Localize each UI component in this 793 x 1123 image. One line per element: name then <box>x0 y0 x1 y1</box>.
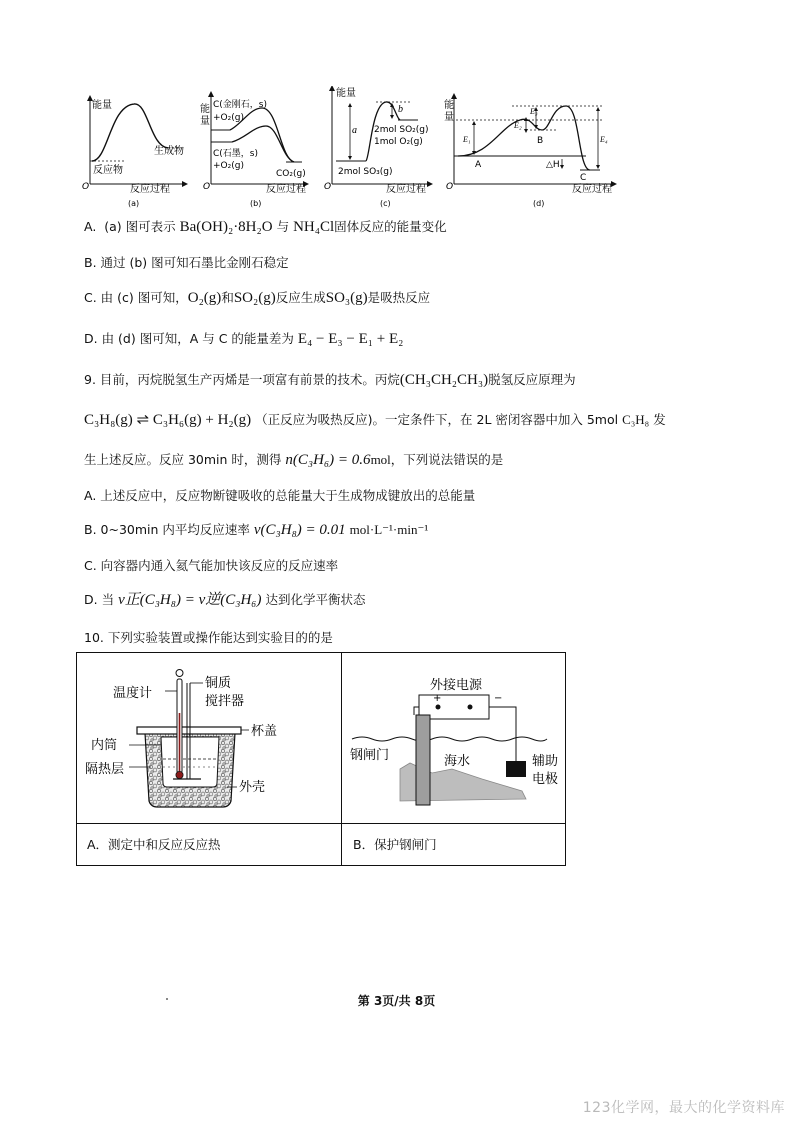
page-number: 第 3页/共 8页 <box>357 994 436 1008</box>
copper-stirrer-label-2: 搅拌器 <box>205 694 245 709</box>
diagram-b-product-label: CO₂(g) <box>276 169 306 179</box>
q10-stem <box>84 628 333 648</box>
diagram-c-origin: O <box>324 182 332 192</box>
q9-formula-propane: (CH₃CH₂CH₃) <box>399 372 489 388</box>
q9-option-d <box>84 590 366 610</box>
cup-lid <box>137 727 241 734</box>
q8-option-c <box>84 288 430 308</box>
shell-label: 外壳 <box>239 780 266 795</box>
diagram-b-caption: (b) <box>250 199 262 208</box>
diagram-c-b-label: b <box>398 104 403 115</box>
q10-apparatus-table <box>76 652 566 866</box>
diagram-d-b-label: B <box>537 136 544 146</box>
q9-stem-line-1 <box>84 370 576 390</box>
q8-a-text-1: (a) 图可表示 <box>104 219 176 234</box>
option-a-caption: A．测定中和反应反应热 <box>87 837 221 852</box>
q8-a-text-3: 固体反应的能量变化 <box>334 219 447 234</box>
thermometer-label: 温度计 <box>113 686 153 701</box>
diagram-d-c-label: C <box>580 173 587 183</box>
q8-a-formula-1: Ba(OH)₂·8H₂O <box>179 219 273 235</box>
q9-text-3: （正反应为吸热反应)。一定条件下，在 2L 密闭容器中加入 5mol <box>255 412 619 427</box>
q9-formula-n: n(C₃H₆) = 0.6 <box>285 452 371 468</box>
q8-a-text-2: 与 <box>276 219 290 234</box>
aux-electrode-label-2: 电极 <box>532 772 559 787</box>
watermark: 123化学网，最大的化学资料库 <box>582 1100 785 1116</box>
diagram-d-a-label: A <box>475 160 482 170</box>
diagram-c-caption: (c) <box>380 199 391 208</box>
diagram-b <box>200 94 306 208</box>
diagram-c-lower-label: 2mol SO₃(g) <box>338 167 393 177</box>
diagram-d-e2-label: E₂ <box>514 121 522 130</box>
diagram-d-e1-label: E₁ <box>463 135 471 144</box>
gate-label: 钢闸门 <box>350 748 390 763</box>
q9-b-formula: v(C₃H₈) = 0.01 <box>253 522 346 538</box>
q9-option-c <box>84 556 338 576</box>
inner-cup-label: 内筒 <box>91 738 118 753</box>
diagram-c-upper-label-2: 1mol O₂(g) <box>374 137 423 147</box>
diagram-b-y-label-1: 能 <box>200 104 210 115</box>
diagram-b-diamond-label-1: C(金刚石，s) <box>213 100 267 110</box>
aux-electrode-label-1: 辅助 <box>532 754 559 769</box>
q8-d-formula-1: E₄ − E₃ − E₁ + E₂ <box>297 331 404 347</box>
insulation-label: 隔热层 <box>85 762 125 777</box>
q8-c-text-2: 和 <box>221 290 234 305</box>
q9-d-text-1: D. 当 <box>84 592 115 607</box>
q9-text-6: ，下列说法错误的是 <box>390 452 504 467</box>
diagram-c-a-label: a <box>352 125 357 136</box>
diagram-a-caption: (a) <box>128 199 140 208</box>
q8-c-formula-3: SO₃(g) <box>325 290 368 306</box>
diagram-c-upper-label-1: 2mol SO₂(g) <box>374 125 429 135</box>
calorimeter-figure <box>77 653 341 823</box>
q8-option-a <box>84 217 447 237</box>
table-divider-horizontal <box>77 823 565 824</box>
negative-terminal-label: − <box>494 693 503 704</box>
diagram-d-origin: O <box>446 182 454 192</box>
diagram-d <box>444 96 614 208</box>
option-b-caption: B．保护钢闸门 <box>353 837 437 852</box>
q9-option-b <box>84 520 428 540</box>
diagram-a-reactant-label: 反应物 <box>93 165 123 176</box>
q8-a-prefix: A. <box>84 219 97 234</box>
diagram-a-origin: O <box>82 182 90 192</box>
diagram-a-y-label: 能量 <box>92 100 112 111</box>
diagram-a-x-label: 反应过程 <box>130 184 170 195</box>
energy-diagrams <box>80 86 640 210</box>
diagram-d-e4-label: E₄ <box>600 135 608 144</box>
q9-option-a <box>84 486 475 506</box>
q9-stem-line-3 <box>84 450 503 470</box>
power-label: 外接电源 <box>430 678 483 693</box>
diagram-b-diamond-label-2: +O₂(g) <box>213 113 244 123</box>
q8-option-b <box>84 253 289 273</box>
diagram-a-product-label: 生成物 <box>154 146 184 157</box>
diagram-d-e3-label: E₃ <box>530 107 538 116</box>
q9-c-text: C. 向容器内通入氦气能加快该反应的反应速率 <box>84 558 339 573</box>
lid-label: 杯盖 <box>251 724 278 739</box>
q8-c-text-3: 反应生成 <box>275 290 326 305</box>
diagram-c-y-label: 能量 <box>336 88 356 99</box>
steel-gate <box>416 715 430 805</box>
q8-c-formula-1: O₂(g) <box>187 290 222 306</box>
q9-equation: C₃H₈(g) ⇌ C₃H₆(g) + H₂(g) <box>84 412 252 428</box>
diagram-d-dh-label: △H <box>546 160 560 170</box>
q9-formula-mol: mol <box>370 452 391 467</box>
q8-option-d <box>84 329 403 349</box>
gate-protection-figure <box>342 653 565 823</box>
seawater-label: 海水 <box>444 754 471 769</box>
q9-d-formula: v正(C₃H₈) = v逆(C₃H₆) <box>118 592 262 608</box>
q10-stem-text: 10. 下列实验装置或操作能达到实验目的的是 <box>84 630 333 645</box>
q9-formula-c3h8: C₃H₈ <box>622 412 650 427</box>
q8-d-text-1: D. 由 (d) 图可知，A 与 C 的能量差为 <box>84 331 294 346</box>
q9-text-4: 发 <box>653 412 666 427</box>
q9-text-2: 脱氢反应原理为 <box>488 372 576 387</box>
diagram-c-x-label: 反应过程 <box>386 184 426 195</box>
q9-text-5: 生上述反应。反应 30min 时，测得 <box>84 452 282 467</box>
q9-stem-line-2 <box>84 410 666 430</box>
q8-c-text-4: 是吸热反应 <box>367 290 431 305</box>
diagram-b-x-label: 反应过程 <box>266 184 306 195</box>
q8-c-formula-2: SO₂(g) <box>233 290 276 306</box>
diagram-b-y-label-2: 量 <box>200 116 210 127</box>
diagram-c <box>324 86 430 208</box>
diagram-b-origin: O <box>203 182 211 192</box>
q9-b-unit: mol·L⁻¹·min⁻¹ <box>349 522 429 537</box>
diagram-d-caption: (d) <box>533 199 545 208</box>
diagram-b-graphite-label-2: +O₂(g) <box>213 161 244 171</box>
q9-text-1: 9. 目前，丙烷脱氢生产丙烯是一项富有前景的技术。丙烷 <box>84 372 400 387</box>
copper-stirrer-label-1: 铜质 <box>205 676 232 691</box>
diagram-d-x-label: 反应过程 <box>572 184 612 195</box>
q8-b-text: B. 通过 (b) 图可知石墨比金刚石稳定 <box>84 255 289 270</box>
positive-terminal-label: + <box>433 693 442 704</box>
q9-a-text: A. 上述反应中，反应物断键吸收的总能量大于生成物成键放出的总能量 <box>84 488 476 503</box>
diagram-b-graphite-label-1: C(石墨，s) <box>213 149 258 159</box>
q8-a-formula-2: NH₄Cl <box>293 219 335 235</box>
diagram-d-y-label-2: 量 <box>444 112 454 123</box>
q9-d-text-2: 达到化学平衡状态 <box>265 592 366 607</box>
diagram-a <box>82 98 185 208</box>
diagram-d-y-label-1: 能 <box>444 100 454 111</box>
q8-c-text-1: C. 由 (c) 图可知， <box>84 290 188 305</box>
auxiliary-electrode <box>506 761 526 777</box>
q9-b-text: B. 0~30min 内平均反应速率 <box>84 522 250 537</box>
